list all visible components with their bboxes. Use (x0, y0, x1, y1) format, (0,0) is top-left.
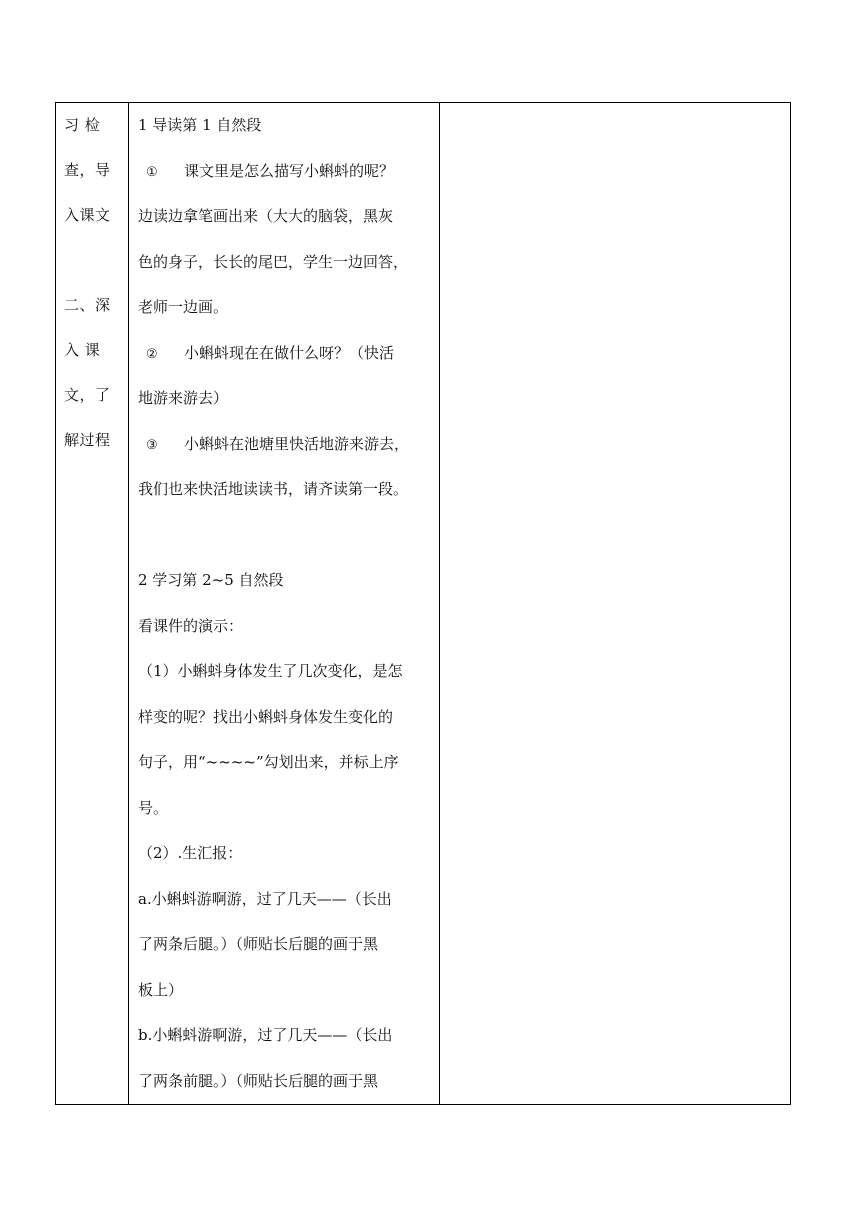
stage-line: 入课文 (64, 206, 111, 224)
text-line: b.小蝌蚪游啊游，过了几天——（长出 (138, 1026, 393, 1044)
text-line: 老师一边画。 (138, 298, 229, 316)
question-text: 课文里是怎么描写小蝌蚪的呢？ (184, 161, 395, 180)
step-marker: ② (146, 346, 158, 362)
text-line: 地游来游去） (138, 389, 229, 407)
question-item (138, 422, 439, 468)
text-line: 了两条前腿。）（师贴长后腿的画于黑 (138, 1071, 379, 1090)
lesson-plan-table (55, 102, 791, 1105)
stage-cell (56, 103, 129, 1105)
question-text: 小蝌蚪在池塘里快活地游来游去， (184, 434, 410, 453)
stage-line: 文，了 (64, 386, 111, 404)
text-line: 样变的呢？找出小蝌蚪身体发生变化的 (138, 707, 394, 726)
text-line: （2）.生汇报： (138, 844, 243, 862)
content-cell (129, 103, 440, 1105)
text-line: 色的身子，长长的尾巴，学生一边回答， (138, 252, 409, 271)
step-marker: ① (146, 164, 158, 180)
text-line: （1）小蝌蚪身体发生了几次变化，是怎 (138, 662, 403, 680)
question-item (138, 149, 439, 195)
text-line: 我们也来快活地读读书，请齐读第一段。 (138, 480, 409, 498)
question-text: 小蝌蚪现在在做什么呀？（快活 (184, 343, 395, 362)
stage-line: 查，导 (64, 161, 111, 179)
text-line: 板上） (138, 980, 184, 999)
section-heading: 1 导读第 1 自然段 (138, 116, 262, 134)
stage-line: 习 检 (64, 116, 101, 134)
text-line: 句子，用“~~~~”勾划出来，并标上序 (138, 753, 399, 771)
text-line: 号。 (138, 798, 169, 817)
text-line: 边读边拿笔画出来（大大的脑袋，黑灰 (138, 207, 394, 225)
text-line: a.小蝌蚪游啊游，过了几天——（长出 (138, 889, 392, 908)
stage-line: 二、深 (64, 296, 111, 314)
text-line: 了两条后腿。）（师贴长后腿的画于黑 (138, 935, 379, 953)
notes-cell (440, 103, 791, 1105)
text-line: 看课件的演示： (138, 616, 244, 635)
stage-line: 入 课 (64, 341, 101, 359)
table-row (56, 103, 791, 1105)
question-item (138, 331, 439, 377)
section-heading: 2 学习第 2~5 自然段 (138, 571, 284, 589)
stage-line: 解过程 (64, 431, 111, 449)
step-marker: ③ (146, 437, 158, 453)
